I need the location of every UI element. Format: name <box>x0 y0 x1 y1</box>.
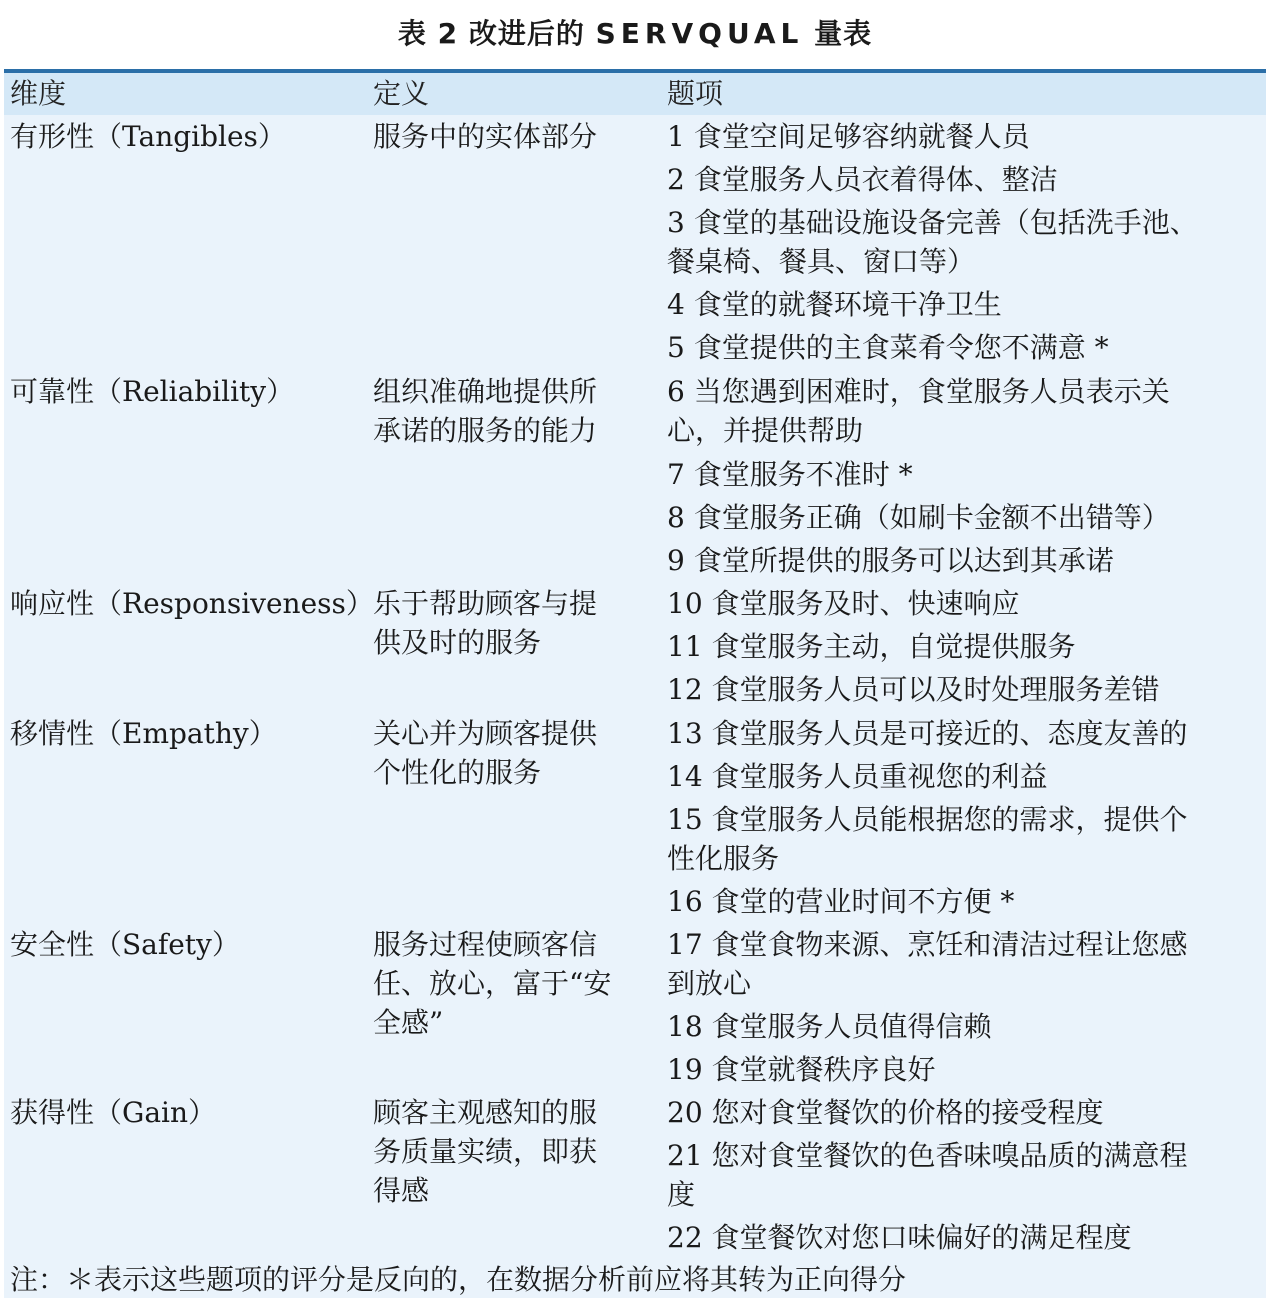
item-line: 餐桌椅、餐具、窗口等） <box>667 245 976 278</box>
definition-line: 服务中的实体部分 <box>373 120 598 153</box>
title-servqual: SERVQUAL <box>595 17 804 50</box>
header-items: 题项 <box>667 77 724 110</box>
dimension-cell: 有形性（Tangibles） <box>10 120 286 153</box>
item-line: 1 食堂空间足够容纳就餐人员 <box>667 120 1030 153</box>
item-line: 3 食堂的基础设施设备完善（包括洗手池、 <box>667 206 1198 239</box>
item-line: 4 食堂的就餐环境干净卫生 <box>667 288 1002 321</box>
table-title <box>0 12 1270 56</box>
item-line: 12 食堂服务人员可以及时处理服务差错 <box>667 673 1160 706</box>
definition-line: 组织准确地提供所 <box>373 375 598 408</box>
definition-line: 得感 <box>373 1174 430 1207</box>
item-line: 6 当您遇到困难时，食堂服务人员表示关 <box>667 375 1170 408</box>
dimension-cell: 响应性（Responsiveness） <box>10 587 374 620</box>
dimension-cell: 可靠性（Reliability） <box>10 375 295 408</box>
definition-line: 顾客主观感知的服 <box>373 1096 598 1129</box>
table-header <box>4 73 1266 115</box>
item-line: 18 食堂服务人员值得信赖 <box>667 1010 992 1043</box>
definition-line: 个性化的服务 <box>373 756 542 789</box>
definition-line: 供及时的服务 <box>373 626 542 659</box>
item-line: 15 食堂服务人员能根据您的需求，提供个 <box>667 803 1188 836</box>
definition-line: 任、放心，富于“安 <box>373 967 612 1000</box>
dimension-cell: 安全性（Safety） <box>10 928 240 961</box>
item-line: 20 您对食堂餐饮的价格的接受程度 <box>667 1096 1104 1129</box>
item-line: 17 食堂食物来源、烹饪和清洁过程让您感 <box>667 928 1188 961</box>
item-line: 19 食堂就餐秩序良好 <box>667 1053 936 1086</box>
header-dimension: 维度 <box>10 77 67 110</box>
item-line: 到放心 <box>667 967 752 1000</box>
item-line: 11 食堂服务主动，自觉提供服务 <box>667 630 1076 663</box>
item-line: 13 食堂服务人员是可接近的、态度友善的 <box>667 717 1188 750</box>
title-suffix: 量表 <box>814 17 873 50</box>
definition-line: 乐于帮助顾客与提 <box>373 587 598 620</box>
item-line: 5 食堂提供的主食菜肴令您不满意 * <box>667 331 1109 364</box>
item-line: 16 食堂的营业时间不方便 * <box>667 885 1015 918</box>
definition-line: 全感” <box>373 1006 444 1039</box>
definition-line: 务质量实绩，即获 <box>373 1135 598 1168</box>
item-line: 9 食堂所提供的服务可以达到其承诺 <box>667 544 1114 577</box>
item-line: 10 食堂服务及时、快速响应 <box>667 587 1020 620</box>
item-line: 度 <box>667 1178 696 1211</box>
definition-line: 服务过程使顾客信 <box>373 928 598 961</box>
item-line: 14 食堂服务人员重视您的利益 <box>667 760 1048 793</box>
item-line: 2 食堂服务人员衣着得体、整洁 <box>667 163 1058 196</box>
header-definition: 定义 <box>373 77 430 110</box>
dimension-cell: 获得性（Gain） <box>10 1096 217 1129</box>
item-line: 心，并提供帮助 <box>667 414 864 447</box>
table-note: 注：＊表示这些题项的评分是反向的，在数据分析前应将其转为正向得分 <box>10 1263 907 1296</box>
item-line: 8 食堂服务正确（如刷卡金额不出错等） <box>667 501 1170 534</box>
item-line: 21 您对食堂餐饮的色香味嗅品质的满意程 <box>667 1139 1188 1172</box>
definition-line: 关心并为顾客提供 <box>373 717 598 750</box>
dimension-cell: 移情性（Empathy） <box>10 717 277 750</box>
item-line: 性化服务 <box>667 842 780 875</box>
item-line: 7 食堂服务不准时 * <box>667 458 913 491</box>
definition-line: 承诺的服务的能力 <box>373 414 598 447</box>
item-line: 22 食堂餐饮对您口味偏好的满足程度 <box>667 1221 1132 1254</box>
title-prefix: 表 2 改进后的 <box>397 17 585 50</box>
